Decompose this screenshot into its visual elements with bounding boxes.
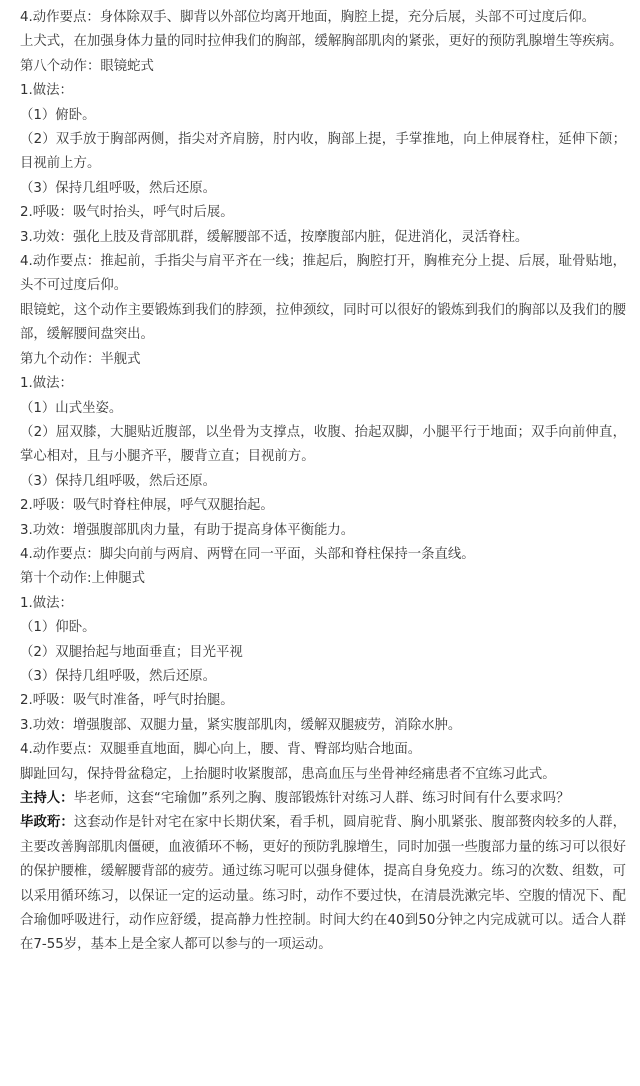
paragraph (20, 177, 626, 201)
paragraph-text: 毕老师，这套“宅瑜伽”系列之胸、腹部锻炼针对练习人群、练习时间有什么要求吗？ (73, 791, 570, 806)
paragraph-text: 4.动作要点：推起前，手指尖与肩平齐在一线；推起后，胸腔打开，胸椎充分上提、后展，耻骨贴地，头不可过度后仰。 (20, 254, 626, 294)
paragraph-text: 4.动作要点：双腿垂直地面，脚心向上，腰、背、臀部均贴合地面。 (20, 742, 422, 758)
paragraph (20, 104, 626, 128)
paragraph-text: （3）保持几组呼吸，然后还原。 (20, 180, 216, 196)
paragraph-text: 第九个动作：半舰式 (20, 351, 141, 367)
speaker-label: 毕政珩： (20, 815, 74, 831)
paragraph-text: 3.功效：强化上肢及背部肌群，缓解腰部不适，按摩腹部内脏，促进消化，灵活脊柱。 (20, 229, 529, 245)
paragraph-text: 1.做法： (20, 595, 73, 611)
paragraph (20, 811, 626, 957)
paragraph-text: （1）俯卧。 (20, 107, 96, 123)
paragraph (20, 787, 626, 811)
paragraph-text: 3.功效：增强腹部、双腿力量，紧实腹部肌肉，缓解双腿疲劳，消除水肿。 (20, 717, 462, 733)
paragraph-text: 上犬式，在加强身体力量的同时拉伸我们的胸部，缓解胸部肌肉的紧张，更好的预防乳腺增生等疾病。 (20, 34, 623, 50)
paragraph (20, 641, 626, 665)
paragraph (20, 421, 626, 470)
paragraph-text: 2.呼吸：吸气时脊柱伸展，呼气双腿抬起。 (20, 498, 274, 514)
paragraph-text: （1）山式坐姿。 (20, 400, 123, 416)
paragraph-text: （2）屈双膝，大腿贴近腹部，以坐骨为支撑点，收腹、抬起双脚，小腿平行于地面；双手向前伸直，掌心相对，且与小腿齐平，腰背立直；目视前方。 (20, 424, 626, 465)
paragraph (20, 397, 626, 421)
paragraph-text: 脚趾回勾，保持骨盆稳定，上抬腿时收紧腹部，患高血压与坐骨神经痛患者不宜练习此式。 (20, 766, 556, 782)
paragraph-text: 2.呼吸：吸气时准备，呼气时抬腿。 (20, 693, 234, 709)
paragraph (20, 763, 626, 787)
paragraph (20, 689, 626, 713)
paragraph-text: （3）保持几组呼吸，然后还原。 (20, 668, 216, 684)
paragraph-text: 1.做法： (20, 376, 73, 392)
paragraph (20, 299, 626, 348)
paragraph-text: 眼镜蛇，这个动作主要锻炼到我们的脖颈，拉伸颈纹，同时可以很好的锻炼到我们的胸部以及我们的腰部，缓解腰间盘突出。 (20, 302, 626, 343)
speaker-label: 主持人： (20, 791, 74, 806)
paragraph-text: （1）仰卧。 (20, 620, 96, 636)
paragraph-text: 这套动作是针对宅在家中长期伏案，看手机，圆肩驼背、胸小肌紧张、腹部赘肉较多的人群，主要改善胸部肌肉僵硬，血液循环不畅，更好的预防乳腺增生，同时加强一些腹部力量的练习可以很好的保护腰椎，缓解腰背部的疲劳。通过练习呢可以强身健体，提高自身免疫力。练习的次数、组数，可以采用循环练习，以保证一定的运动量。练习时，动作不要过快，在清晨洗漱完毕、空腹的情况下、配合瑜伽呼吸进行，动作应舒缓，提高静力性控制。时间大约在40到50分钟之内完成就可以。适合人群在7-55岁，基本上是全家人都可以参与的一项运动。 (20, 815, 626, 953)
paragraph (20, 592, 626, 616)
paragraph-text: 第十个动作:上伸腿式 (20, 571, 146, 587)
paragraph (20, 6, 626, 30)
paragraph (20, 567, 626, 591)
paragraph (20, 250, 626, 299)
paragraph (20, 616, 626, 640)
paragraph (20, 226, 626, 250)
paragraph-text: 1.做法： (20, 83, 73, 99)
paragraph (20, 128, 626, 177)
paragraph-text: （2）双腿抬起与地面垂直；目光平视 (20, 644, 243, 660)
paragraph (20, 55, 626, 79)
paragraph (20, 494, 626, 518)
paragraph (20, 348, 626, 372)
paragraph-text: 4.动作要点：脚尖向前与两肩、两臂在同一平面，头部和脊柱保持一条直线。 (20, 546, 475, 562)
paragraph (20, 372, 626, 396)
paragraph-text: （2）双手放于胸部两侧，指尖对齐肩膀，肘内收，胸部上提，手掌推地，向上伸展脊柱，延伸下颌；目视前上方。 (20, 132, 626, 172)
paragraph (20, 79, 626, 103)
paragraph-text: 4.动作要点：身体除双手、脚背以外部位均离开地面，胸腔上提，充分后展，头部不可过度后仰。 (20, 10, 596, 25)
paragraph (20, 665, 626, 689)
paragraph (20, 738, 626, 762)
paragraph (20, 714, 626, 738)
paragraph-text: 3.功效：增强腹部肌肉力量，有助于提高身体平衡能力。 (20, 522, 355, 538)
paragraph (20, 470, 626, 494)
paragraph-text: （3）保持几组呼吸，然后还原。 (20, 473, 216, 489)
paragraph (20, 201, 626, 225)
paragraph-text: 2.呼吸：吸气时抬头，呼气时后展。 (20, 205, 234, 221)
paragraph (20, 519, 626, 543)
paragraph-text: 第八个动作：眼镜蛇式 (20, 58, 154, 74)
paragraph (20, 30, 626, 54)
paragraph (20, 543, 626, 567)
